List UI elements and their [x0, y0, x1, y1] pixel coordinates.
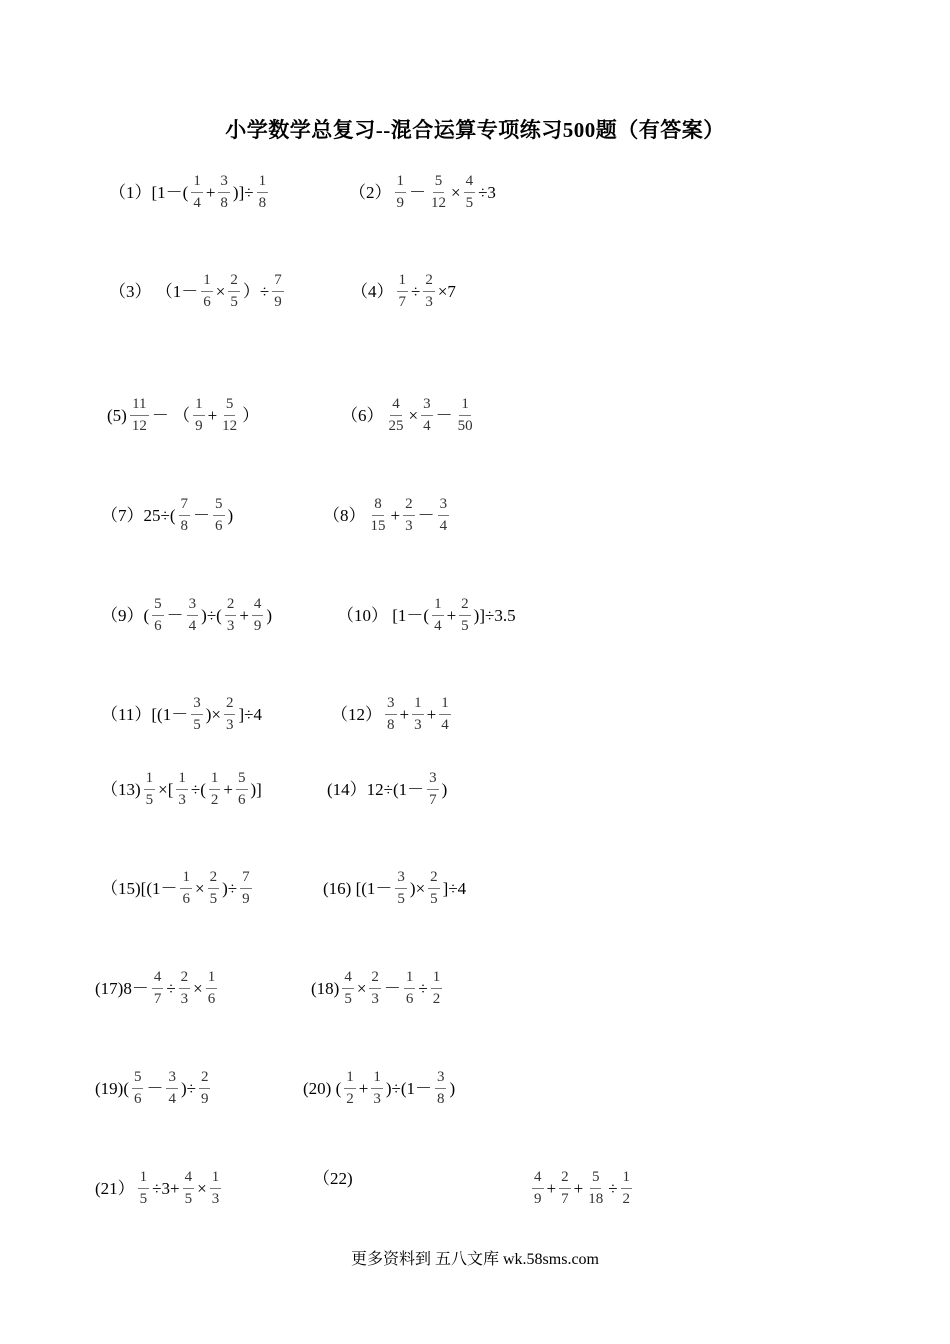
expression-text: × [408, 406, 419, 425]
fraction-numerator: 3 [438, 497, 450, 516]
fraction-denominator: 4 [423, 418, 431, 434]
math-problem [100, 597, 273, 634]
fraction-numerator: 8 [372, 497, 384, 516]
fraction-numerator: 11 [130, 397, 148, 416]
fraction-numerator: 1 [201, 273, 213, 292]
fraction [427, 771, 439, 808]
fraction [166, 1070, 178, 1107]
fraction [213, 497, 225, 534]
fraction-denominator: 50 [457, 418, 473, 434]
fraction-denominator: 8 [436, 1091, 445, 1107]
fraction-denominator: 9 [396, 195, 404, 211]
fraction-denominator: 3 [225, 717, 234, 733]
fraction [272, 273, 284, 310]
fraction-denominator: 6 [405, 991, 414, 1007]
expression-text: (21） [95, 1179, 135, 1198]
expression-text: ÷ [418, 979, 428, 998]
expression-text: (14）12÷(1－ [327, 780, 425, 799]
expression-text: + [399, 705, 410, 724]
fraction [431, 970, 443, 1007]
expression-text: + [390, 506, 401, 525]
expression-text: + [239, 606, 249, 625]
fraction [138, 1170, 150, 1207]
fraction-numerator: 1 [431, 970, 443, 989]
expression-text: + [546, 1179, 557, 1198]
fraction [191, 174, 203, 211]
fraction-denominator: 3 [180, 991, 189, 1007]
fraction-numerator: 1 [176, 771, 188, 790]
fraction-numerator: 2 [403, 497, 415, 516]
fraction-numerator: 3 [421, 397, 433, 416]
expression-text: (19)( [95, 1079, 129, 1098]
fraction [369, 497, 388, 534]
fraction-denominator: 3 [371, 991, 379, 1007]
fraction-denominator: 9 [195, 418, 203, 434]
fraction [387, 397, 406, 434]
fraction [208, 870, 220, 907]
fraction-denominator: 4 [193, 195, 201, 211]
fraction-numerator: 1 [459, 397, 471, 416]
fraction-numerator: 1 [412, 696, 424, 715]
expression-text: ]÷4 [238, 705, 262, 724]
expression-text: － [146, 1079, 164, 1098]
fraction [412, 696, 424, 733]
expression-text: （4） [351, 282, 394, 301]
fraction-denominator: 3 [211, 1191, 220, 1207]
math-problem [530, 1170, 634, 1207]
expression-text: + [358, 1079, 369, 1098]
fraction-numerator: 2 [225, 597, 237, 616]
fraction [183, 1170, 195, 1207]
expression-text: (16) [(1－ [323, 879, 393, 898]
fraction-numerator: 4 [532, 1170, 544, 1189]
fraction [220, 397, 239, 434]
fraction-denominator: 18 [588, 1191, 604, 1207]
expression-text: ) [449, 1079, 456, 1098]
fraction-numerator: 5 [224, 397, 236, 416]
fraction [152, 970, 164, 1007]
fraction-numerator: 1 [206, 970, 218, 989]
fraction-denominator: 8 [258, 195, 267, 211]
fraction-denominator: 2 [346, 1091, 354, 1107]
fraction [218, 174, 230, 211]
fraction [395, 870, 407, 907]
fraction [438, 497, 450, 534]
expression-text: )÷( [201, 606, 222, 625]
fraction-numerator: 1 [180, 870, 192, 889]
fraction-denominator: 5 [230, 294, 238, 310]
fraction-denominator: 4 [168, 1091, 176, 1107]
fraction [403, 497, 415, 534]
fraction [193, 397, 205, 434]
math-problem [94, 970, 219, 1007]
fraction-numerator: 3 [218, 174, 230, 193]
expression-text: + [207, 406, 218, 425]
fraction-denominator: 8 [180, 518, 188, 534]
fraction [586, 1170, 605, 1207]
expression-text: （15)[(1－ [101, 879, 178, 898]
fraction [404, 970, 416, 1007]
fraction [432, 597, 444, 634]
fraction-numerator: 1 [439, 696, 451, 715]
fraction-denominator: 8 [220, 195, 228, 211]
math-problem [100, 771, 263, 808]
expression-text: )÷ [222, 879, 238, 898]
fraction-numerator: 1 [371, 1070, 383, 1089]
math-problem [302, 1070, 456, 1107]
expression-text: )× [409, 879, 426, 898]
math-problem [336, 597, 517, 634]
fraction-numerator: 1 [209, 771, 221, 790]
expression-text: ) [227, 506, 234, 525]
fraction-denominator: 7 [398, 294, 406, 310]
expression-text: （13) [101, 780, 141, 799]
fraction [397, 273, 409, 310]
math-problem [108, 273, 286, 310]
fraction [257, 174, 269, 211]
fraction [429, 174, 448, 211]
expression-text: ÷ [166, 979, 176, 998]
fraction-numerator: 3 [191, 696, 203, 715]
fraction-denominator: 6 [182, 891, 190, 907]
fraction-denominator: 3 [425, 294, 433, 310]
fraction-denominator: 2 [210, 792, 219, 808]
expression-text: （10） [1－( [337, 606, 430, 625]
expression-text: ]÷4 [442, 879, 467, 898]
fraction-denominator: 4 [439, 518, 448, 534]
fraction [236, 771, 248, 808]
fraction [385, 696, 397, 733]
fraction [130, 397, 149, 434]
expression-text: (17)8－ [95, 979, 149, 998]
math-problem [100, 696, 263, 733]
fraction [224, 696, 236, 733]
fraction-numerator: 3 [435, 1070, 447, 1089]
expression-text: + [446, 606, 457, 625]
fraction [176, 771, 188, 808]
fraction-numerator: 5 [433, 174, 445, 193]
expression-text: － [383, 979, 401, 998]
expression-text: （8） [323, 506, 366, 525]
fraction-numerator: 1 [395, 174, 407, 193]
fraction-numerator: 7 [272, 273, 284, 292]
fraction-numerator: 1 [621, 1170, 633, 1189]
fraction-denominator: 6 [207, 991, 216, 1007]
expression-text: × [451, 183, 461, 202]
math-problem [350, 273, 457, 310]
fraction-denominator: 4 [188, 618, 197, 634]
expression-text: )÷ [180, 1079, 196, 1098]
fraction-denominator: 5 [193, 717, 201, 733]
expression-text: ÷ [411, 282, 421, 301]
fraction-numerator: 1 [210, 1170, 222, 1189]
fraction [464, 174, 476, 211]
expression-text: × [193, 979, 203, 998]
expression-text: )] [250, 780, 262, 799]
fraction [423, 273, 435, 310]
fraction-numerator: 4 [252, 597, 264, 616]
fraction-denominator: 5 [139, 1191, 148, 1207]
math-problem [94, 1070, 212, 1107]
fraction-denominator: 3 [414, 717, 422, 733]
math-problem [326, 771, 448, 808]
fraction [559, 1170, 571, 1207]
fraction [435, 1070, 447, 1107]
fraction-numerator: 4 [152, 970, 164, 989]
fraction-numerator: 1 [193, 397, 205, 416]
fraction-denominator: 8 [387, 717, 395, 733]
fraction-numerator: 1 [432, 597, 444, 616]
fraction [421, 397, 433, 434]
fraction-denominator: 6 [133, 1091, 142, 1107]
fraction-numerator: 1 [404, 970, 416, 989]
fraction-denominator: 5 [209, 891, 218, 907]
fraction-numerator: 2 [199, 1070, 211, 1089]
fraction-numerator: 2 [224, 696, 236, 715]
fraction-numerator: 1 [191, 174, 203, 193]
fraction [369, 970, 381, 1007]
fraction-numerator: 5 [590, 1170, 602, 1189]
fraction-numerator: 3 [427, 771, 439, 790]
math-problem [310, 970, 444, 1007]
fraction-denominator: 3 [405, 518, 413, 534]
fraction [342, 970, 354, 1007]
fraction-denominator: 6 [238, 792, 246, 808]
expression-text: ） [242, 406, 260, 425]
footer-text: 更多资料到 五八文库 wk.58sms.com [350, 1251, 599, 1268]
fraction [225, 597, 237, 634]
expression-text: （2） [349, 183, 392, 202]
fraction [144, 771, 156, 808]
fraction-denominator: 4 [441, 717, 449, 733]
expression-text: （12） [331, 705, 382, 724]
fraction-numerator: 2 [428, 870, 440, 889]
fraction-numerator: 4 [390, 397, 402, 416]
fraction-denominator: 4 [434, 618, 442, 634]
expression-text: ÷3 [478, 183, 496, 202]
fraction [459, 597, 471, 634]
fraction-denominator: 6 [203, 294, 211, 310]
fraction [210, 1170, 222, 1207]
expression-text: ) [266, 606, 273, 625]
fraction [206, 970, 218, 1007]
expression-text: － [166, 606, 184, 625]
fraction [179, 970, 191, 1007]
fraction-denominator: 5 [430, 891, 438, 907]
fraction-numerator: 5 [132, 1070, 144, 1089]
expression-text: ×[ [158, 780, 174, 799]
expression-text: ÷3+ [152, 1179, 180, 1198]
fraction-denominator: 7 [561, 1191, 569, 1207]
page-title: 小学数学总复习--混合运算专项练习500题（有答案） [225, 118, 725, 142]
fraction [201, 273, 213, 310]
math-problem [100, 870, 254, 907]
expression-text: ）÷ [242, 282, 270, 301]
fraction [395, 174, 407, 211]
expression-text: （7）25÷( [101, 506, 176, 525]
fraction-denominator: 9 [253, 618, 262, 634]
expression-text: (5) [107, 406, 127, 425]
fraction [252, 597, 264, 634]
fraction-numerator: 7 [179, 497, 191, 516]
expression-text: － [435, 406, 453, 425]
fraction-numerator: 4 [342, 970, 354, 989]
fraction-denominator: 5 [461, 618, 469, 634]
fraction-numerator: 5 [152, 597, 164, 616]
expression-text: )]÷3.5 [473, 606, 516, 625]
fraction-denominator: 12 [431, 195, 446, 211]
fraction-denominator: 3 [226, 618, 235, 634]
expression-text: × [215, 282, 226, 301]
fraction [199, 1070, 211, 1107]
math-problem [100, 497, 234, 534]
fraction [187, 597, 199, 634]
expression-text: )÷(1－ [385, 1079, 432, 1098]
fraction [456, 397, 475, 434]
fraction [439, 696, 451, 733]
fraction-denominator: 5 [344, 991, 352, 1007]
expression-text: × [197, 1179, 207, 1198]
fraction-denominator: 5 [184, 1191, 193, 1207]
expression-text: － [417, 506, 435, 525]
fraction-numerator: 2 [559, 1170, 571, 1189]
fraction-denominator: 9 [200, 1091, 209, 1107]
fraction-denominator: 6 [154, 618, 162, 634]
expression-text: （9）( [101, 606, 150, 625]
fraction-numerator: 1 [144, 771, 156, 790]
expression-text: （22) [313, 1169, 353, 1188]
fraction-numerator: 2 [179, 970, 191, 989]
fraction-denominator: 5 [465, 195, 474, 211]
fraction-denominator: 2 [432, 991, 441, 1007]
fraction-numerator: 2 [208, 870, 220, 889]
fraction-numerator: 2 [423, 273, 435, 292]
fraction-denominator: 7 [153, 991, 162, 1007]
fraction-denominator: 12 [222, 418, 238, 434]
fraction-numerator: 2 [459, 597, 471, 616]
expression-text: ) [441, 780, 448, 799]
fraction [344, 1070, 356, 1107]
expression-text: ×7 [437, 282, 456, 301]
math-problem [340, 397, 477, 434]
fraction-numerator: 3 [187, 597, 199, 616]
fraction [152, 597, 164, 634]
fraction-denominator: 9 [242, 891, 250, 907]
math-problem [312, 1170, 354, 1187]
fraction-denominator: 15 [370, 518, 386, 534]
fraction-numerator: 3 [395, 870, 407, 889]
fraction [209, 771, 221, 808]
math-problem [330, 696, 453, 733]
fraction-numerator: 3 [166, 1070, 178, 1089]
expression-text: － [193, 506, 210, 525]
fraction-numerator: 7 [240, 870, 252, 889]
fraction [371, 1070, 383, 1107]
fraction-numerator: 2 [369, 970, 381, 989]
fraction [428, 870, 440, 907]
fraction-denominator: 9 [274, 294, 282, 310]
math-problem [322, 870, 467, 907]
expression-text: + [573, 1179, 584, 1198]
expression-text: (20) ( [303, 1079, 342, 1098]
fraction [132, 1070, 144, 1107]
fraction-numerator: 1 [138, 1170, 150, 1189]
expression-text: + [426, 705, 437, 724]
math-problem [322, 497, 451, 534]
math-problem [348, 174, 497, 211]
fraction-numerator: 1 [257, 174, 269, 193]
fraction [240, 870, 252, 907]
expression-text: － [409, 183, 426, 202]
fraction [621, 1170, 633, 1207]
fraction [228, 273, 240, 310]
expression-text: × [356, 979, 367, 998]
fraction-denominator: 3 [373, 1091, 381, 1107]
expression-text: )]÷ [232, 183, 254, 202]
expression-text: + [205, 183, 216, 202]
fraction-numerator: 1 [397, 273, 409, 292]
expression-text: （11）[(1－ [101, 705, 189, 724]
expression-text: － （ [151, 406, 191, 425]
fraction [191, 696, 203, 733]
fraction-denominator: 3 [178, 792, 186, 808]
expression-text: （1）[1－( [109, 183, 189, 202]
expression-text: （6） [341, 406, 384, 425]
fraction-denominator: 9 [534, 1191, 542, 1207]
fraction-denominator: 25 [388, 418, 404, 434]
fraction-denominator: 12 [131, 418, 147, 434]
fraction-numerator: 5 [213, 497, 225, 516]
expression-text: ÷( [190, 780, 206, 799]
fraction-numerator: 2 [228, 273, 240, 292]
fraction [179, 497, 191, 534]
expression-text: ÷ [608, 1179, 618, 1198]
fraction-denominator: 7 [429, 792, 437, 808]
expression-text: × [194, 879, 205, 898]
math-problem [106, 397, 260, 434]
expression-text: + [223, 780, 234, 799]
math-problem [94, 1170, 223, 1207]
fraction-numerator: 1 [344, 1070, 356, 1089]
fraction-denominator: 5 [145, 792, 154, 808]
fraction [532, 1170, 544, 1207]
expression-text: （3） （1－ [109, 282, 199, 301]
fraction-numerator: 3 [385, 696, 397, 715]
fraction-denominator: 6 [215, 518, 223, 534]
fraction-numerator: 4 [183, 1170, 195, 1189]
fraction-denominator: 2 [622, 1191, 631, 1207]
fraction [180, 870, 192, 907]
expression-text: (18) [311, 979, 340, 998]
fraction-numerator: 4 [464, 174, 476, 193]
fraction-numerator: 5 [236, 771, 248, 790]
math-problem [108, 174, 270, 211]
expression-text: )× [205, 705, 221, 724]
fraction-denominator: 5 [397, 891, 405, 907]
